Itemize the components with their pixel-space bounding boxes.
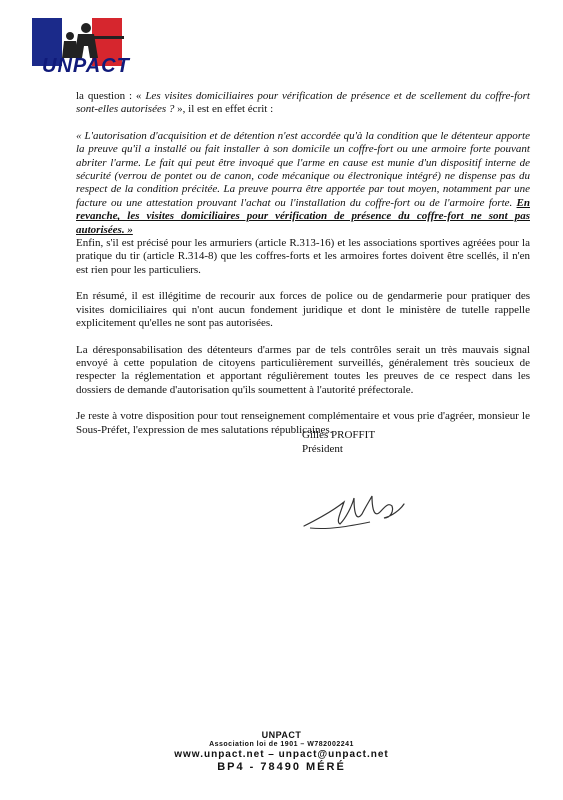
handwritten-signature [300, 488, 410, 538]
quote-paragraph [76, 130, 530, 237]
footer-association-line: Association loi de 1901 – W782002241 [209, 741, 354, 748]
quote-emphasis: En revanche, les visites domiciliaires pour vérification de présence du coffre-fort ne sont pas autorisées. » [76, 196, 530, 236]
footer-web-email: www.unpact.net – unpact@unpact.net [174, 749, 389, 760]
intro-prefix: la question : « [76, 90, 146, 102]
paragraph-4: Je reste à votre disposition pour tout renseignement complémentaire et vous prie d'agréer, monsieur le Sous-Préfet, l'expression de mes salutations républicaines. [76, 410, 530, 436]
intro-suffix: », il est en effet écrit : [174, 103, 274, 116]
paragraph-2: En résumé, il est illégitime de recourir aux forces de police ou de gendarmerie pour pratiquer des visites domiciliaires qui n'ont aucun fondement juridique et dont le ministère de tutelle rappelle explicitement qu'elles ne sont pas autorisées. [76, 290, 530, 330]
footer-address: BP4 - 78490 MÉRÉ [217, 761, 346, 773]
quote-text: « L'autorisation d'acquisition et de détention n'est accordée qu'à la condition que le détenteur apporte la preuve qu'il a installé ou fait installer à son domicile un coffre-fort ou une armoire forte pouvant abriter l'arme. Le fait qui peut être invoqué que l'arme en cause est munie d'un dispositif interne de sécurité (verrou de pontet ou de canon, code mécanique ou électronique intégré) ne dispense pas du respect de la condition précitée. La preuve pourra être apportée par tout moyen, notamment par une facture ou une attestation prouvant l'achat ou l'installation du coffre-fort ou de l'armoire forte. [76, 129, 530, 209]
signatory-name: Gilles PROFFIT [302, 429, 376, 441]
letter-body [76, 90, 530, 450]
signature-block [302, 428, 375, 456]
logo-text: UNPACT [42, 55, 130, 77]
paragraph-3: La déresponsabilisation des détenteurs d'armes par de tels contrôles serait un très mauvais signal envoyé à cette population de citoyens particulièrement surveillés, généralement très soucieux de respecter la réglementation et apportant régulièrement toutes les preuves de ce respect dans les dossiers de demande d'autorisation qu'ils soumettent à l'autorité préfectorale. [76, 343, 530, 396]
intro-question: Les visites domiciliaires pour vérification de présence et de scellement du coffre-fort sont-elles autorisées ? [76, 90, 530, 116]
paragraph-1: Enfin, s'il est précisé pour les armuriers (article R.313-16) et les associations sportives agréées pour la pratique du tir (article R.314-8) que les coffres-forts et les armoires fortes doivent être scellés, il n'en est rien pour les particuliers. [76, 237, 530, 276]
signatory-title: Président [302, 443, 343, 455]
intro-paragraph [76, 90, 530, 117]
footer-org-name: UNPACT [261, 730, 302, 740]
